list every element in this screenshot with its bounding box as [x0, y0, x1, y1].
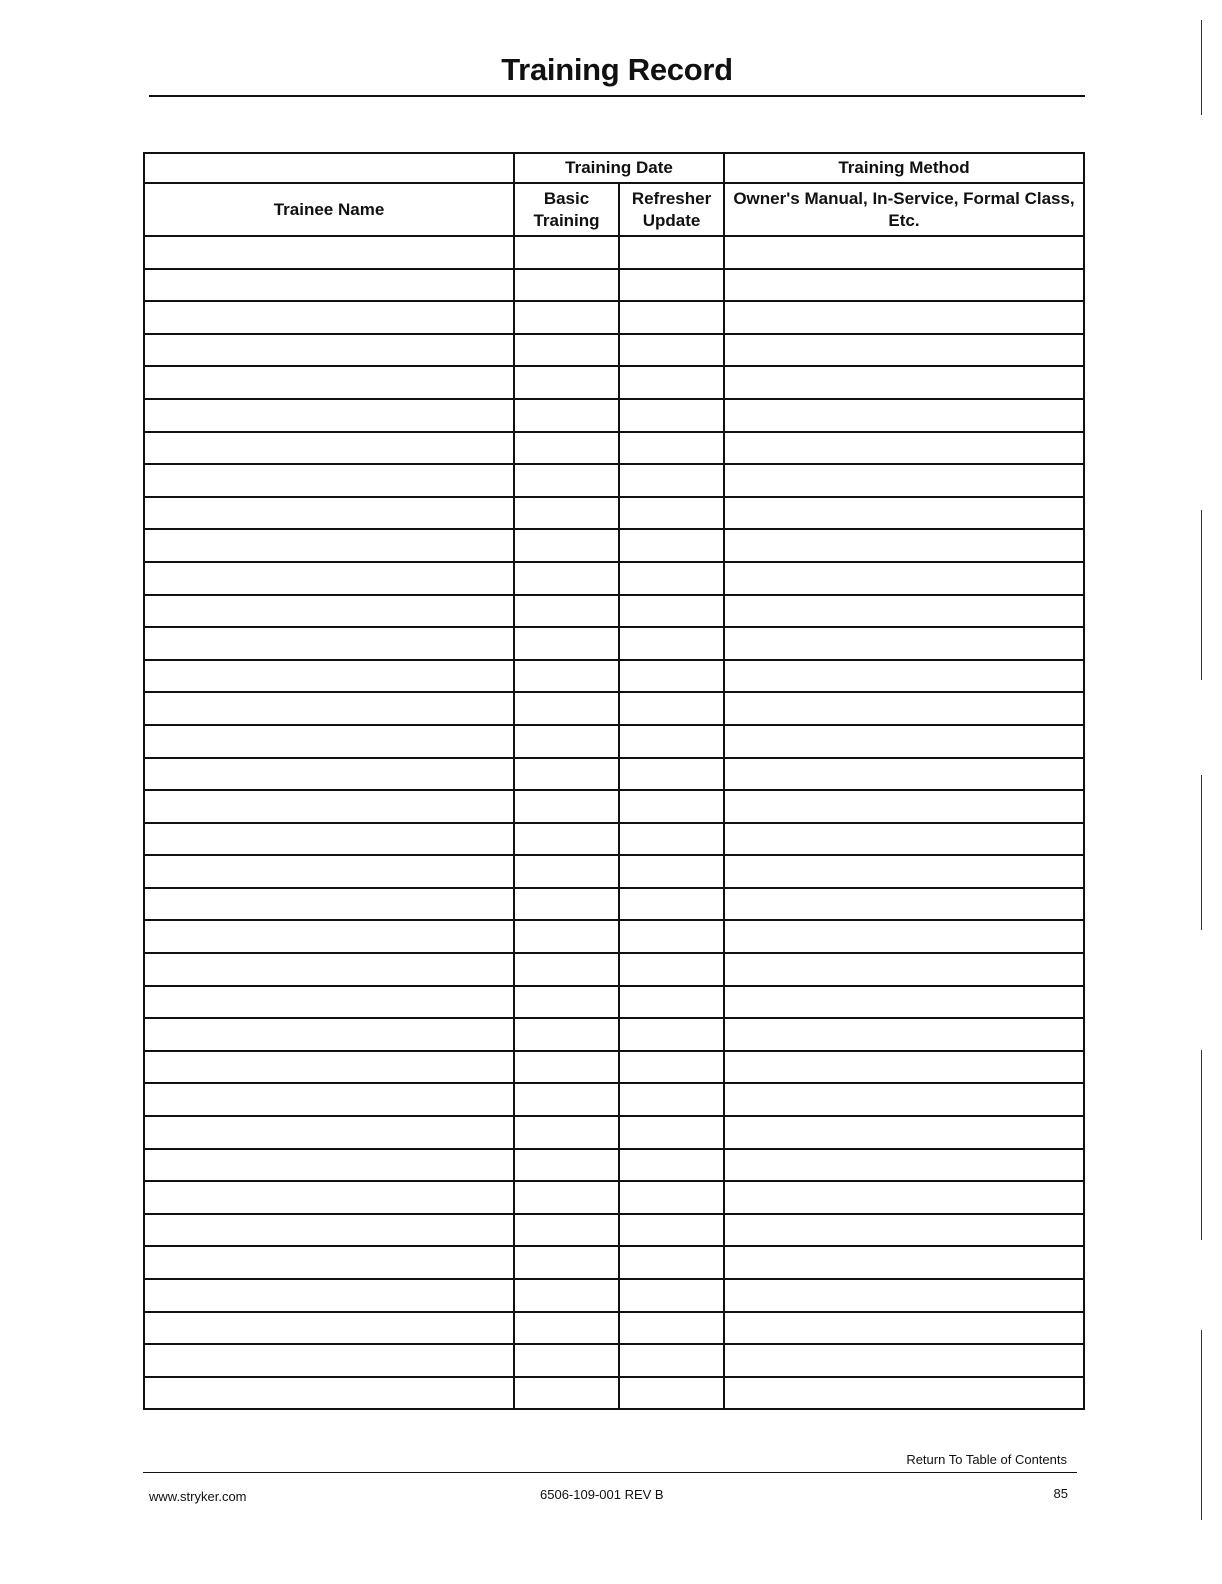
basic-training-cell[interactable]: [514, 692, 619, 725]
basic-training-cell[interactable]: [514, 1246, 619, 1279]
training-method-cell[interactable]: [724, 399, 1084, 432]
trainee-name-cell[interactable]: [144, 1149, 514, 1182]
training-method-cell[interactable]: [724, 1246, 1084, 1279]
refresher-update-cell[interactable]: [619, 953, 724, 986]
basic-training-cell[interactable]: [514, 888, 619, 921]
trainee-name-header: Trainee Name: [144, 183, 514, 236]
trainee-name-cell[interactable]: [144, 236, 514, 269]
trainee-name-cell[interactable]: [144, 432, 514, 465]
basic-training-cell[interactable]: [514, 660, 619, 693]
basic-training-cell[interactable]: [514, 920, 619, 953]
basic-training-cell[interactable]: [514, 497, 619, 530]
table-row: [144, 595, 1084, 628]
table-row: [144, 790, 1084, 823]
table-row: [144, 432, 1084, 465]
table-row: [144, 758, 1084, 791]
table-body: [144, 236, 1084, 1409]
trainee-name-cell[interactable]: [144, 464, 514, 497]
table-row: [144, 1083, 1084, 1116]
basic-training-cell[interactable]: [514, 1344, 619, 1377]
refresher-update-cell[interactable]: [619, 1181, 724, 1214]
table-row: [144, 823, 1084, 856]
training-method-cell[interactable]: [724, 758, 1084, 791]
trainee-name-cell[interactable]: [144, 986, 514, 1019]
training-method-cell[interactable]: [724, 1279, 1084, 1312]
refresher-update-cell[interactable]: [619, 529, 724, 562]
refresher-update-cell[interactable]: [619, 497, 724, 530]
footer-website: www.stryker.com: [149, 1489, 247, 1504]
refresher-update-cell[interactable]: [619, 790, 724, 823]
table-row: [144, 366, 1084, 399]
table-row: [144, 269, 1084, 302]
training-method-cell[interactable]: [724, 627, 1084, 660]
basic-training-cell[interactable]: [514, 855, 619, 888]
trainee-name-cell[interactable]: [144, 1377, 514, 1410]
scan-edge-mark: [1201, 20, 1202, 115]
page-title: Training Record: [501, 52, 733, 87]
scan-edge-mark: [1201, 1330, 1202, 1520]
refresher-update-cell[interactable]: [619, 269, 724, 302]
table-row: [144, 399, 1084, 432]
trainee-name-cell[interactable]: [144, 790, 514, 823]
refresher-update-cell[interactable]: [619, 366, 724, 399]
trainee-name-cell[interactable]: [144, 334, 514, 367]
footer-divider: [143, 1472, 1077, 1473]
basic-training-cell[interactable]: [514, 236, 619, 269]
basic-training-cell[interactable]: [514, 1051, 619, 1084]
table-column-header-row: [144, 183, 1084, 236]
refresher-update-cell[interactable]: [619, 855, 724, 888]
training-method-cell[interactable]: [724, 920, 1084, 953]
refresher-update-header: Refresher Update: [619, 183, 724, 236]
training-method-cell[interactable]: [724, 464, 1084, 497]
table-row: [144, 855, 1084, 888]
table-row: [144, 1377, 1084, 1410]
refresher-update-cell[interactable]: [619, 1116, 724, 1149]
refresher-update-cell[interactable]: [619, 432, 724, 465]
training-method-cell[interactable]: [724, 595, 1084, 628]
basic-training-cell[interactable]: [514, 562, 619, 595]
training-method-cell[interactable]: [724, 855, 1084, 888]
table-row: [144, 1116, 1084, 1149]
trainee-name-cell[interactable]: [144, 920, 514, 953]
basic-training-cell[interactable]: [514, 725, 619, 758]
training-method-cell[interactable]: [724, 1377, 1084, 1410]
table-row: [144, 920, 1084, 953]
trainee-name-cell[interactable]: [144, 953, 514, 986]
refresher-update-cell[interactable]: [619, 562, 724, 595]
blank-header-cell: [144, 153, 514, 183]
table-row: [144, 953, 1084, 986]
training-method-cell[interactable]: [724, 790, 1084, 823]
basic-training-cell[interactable]: [514, 464, 619, 497]
trainee-name-cell[interactable]: [144, 692, 514, 725]
training-method-cell[interactable]: [724, 432, 1084, 465]
training-method-cell[interactable]: [724, 334, 1084, 367]
refresher-update-cell[interactable]: [619, 725, 724, 758]
table-row: [144, 692, 1084, 725]
method-examples-header: Owner's Manual, In-Service, Formal Class, Etc.: [724, 183, 1084, 236]
training-method-cell[interactable]: [724, 497, 1084, 530]
trainee-name-cell[interactable]: [144, 1116, 514, 1149]
refresher-update-cell[interactable]: [619, 236, 724, 269]
trainee-name-cell[interactable]: [144, 529, 514, 562]
training-method-cell[interactable]: [724, 660, 1084, 693]
trainee-name-cell[interactable]: [144, 1051, 514, 1084]
basic-training-cell[interactable]: [514, 529, 619, 562]
scan-edge-mark: [1201, 1050, 1202, 1240]
trainee-name-cell[interactable]: [144, 1312, 514, 1345]
training-method-header: Training Method: [724, 153, 1084, 183]
basic-training-cell[interactable]: [514, 1116, 619, 1149]
basic-training-cell[interactable]: [514, 334, 619, 367]
table-row: [144, 1181, 1084, 1214]
table-row: [144, 1149, 1084, 1182]
table-row: [144, 1246, 1084, 1279]
training-method-cell[interactable]: [724, 1149, 1084, 1182]
basic-training-cell[interactable]: [514, 1018, 619, 1051]
basic-training-cell[interactable]: [514, 1279, 619, 1312]
trainee-name-cell[interactable]: [144, 366, 514, 399]
table-row: [144, 725, 1084, 758]
table-row: [144, 1312, 1084, 1345]
refresher-update-cell[interactable]: [619, 1279, 724, 1312]
trainee-name-cell[interactable]: [144, 888, 514, 921]
refresher-update-cell[interactable]: [619, 823, 724, 856]
trainee-name-cell[interactable]: [144, 269, 514, 302]
training-method-cell[interactable]: [724, 236, 1084, 269]
refresher-update-cell[interactable]: [619, 301, 724, 334]
basic-training-cell[interactable]: [514, 953, 619, 986]
basic-training-cell[interactable]: [514, 1312, 619, 1345]
refresher-update-cell[interactable]: [619, 888, 724, 921]
trainee-name-cell[interactable]: [144, 627, 514, 660]
refresher-update-cell[interactable]: [619, 1214, 724, 1247]
scan-edge-mark: [1201, 510, 1202, 680]
table-row: [144, 888, 1084, 921]
trainee-name-cell[interactable]: [144, 301, 514, 334]
trainee-name-cell[interactable]: [144, 399, 514, 432]
refresher-update-cell[interactable]: [619, 399, 724, 432]
training-date-header: Training Date: [514, 153, 724, 183]
table-row: [144, 497, 1084, 530]
trainee-name-cell[interactable]: [144, 1279, 514, 1312]
training-method-cell[interactable]: [724, 562, 1084, 595]
refresher-update-cell[interactable]: [619, 660, 724, 693]
trainee-name-cell[interactable]: [144, 725, 514, 758]
title-divider: [149, 95, 1085, 97]
basic-training-cell[interactable]: [514, 823, 619, 856]
training-method-cell[interactable]: [724, 366, 1084, 399]
refresher-update-cell[interactable]: [619, 1149, 724, 1182]
training-method-cell[interactable]: [724, 953, 1084, 986]
trainee-name-cell[interactable]: [144, 497, 514, 530]
table-row: [144, 1279, 1084, 1312]
basic-training-cell[interactable]: [514, 1083, 619, 1116]
training-method-cell[interactable]: [724, 269, 1084, 302]
trainee-name-cell[interactable]: [144, 823, 514, 856]
table-row: [144, 660, 1084, 693]
trainee-name-cell[interactable]: [144, 1344, 514, 1377]
footer-document-number: 6506-109-001 REV B: [540, 1487, 664, 1502]
basic-training-cell[interactable]: [514, 399, 619, 432]
training-method-cell[interactable]: [724, 692, 1084, 725]
training-method-cell[interactable]: [724, 823, 1084, 856]
refresher-update-cell[interactable]: [619, 758, 724, 791]
table-row: [144, 464, 1084, 497]
refresher-update-cell[interactable]: [619, 464, 724, 497]
table-row: [144, 1344, 1084, 1377]
basic-training-cell[interactable]: [514, 595, 619, 628]
training-method-cell[interactable]: [724, 1116, 1084, 1149]
scan-edge-mark: [1201, 775, 1202, 930]
training-method-cell[interactable]: [724, 1051, 1084, 1084]
refresher-update-cell[interactable]: [619, 1018, 724, 1051]
refresher-update-cell[interactable]: [619, 692, 724, 725]
training-method-cell[interactable]: [724, 888, 1084, 921]
basic-training-cell[interactable]: [514, 758, 619, 791]
table-row: [144, 1214, 1084, 1247]
refresher-update-cell[interactable]: [619, 986, 724, 1019]
basic-training-cell[interactable]: [514, 627, 619, 660]
basic-training-cell[interactable]: [514, 1214, 619, 1247]
training-method-cell[interactable]: [724, 725, 1084, 758]
trainee-name-cell[interactable]: [144, 855, 514, 888]
refresher-update-cell[interactable]: [619, 1051, 724, 1084]
basic-training-cell[interactable]: [514, 432, 619, 465]
refresher-update-cell[interactable]: [619, 1246, 724, 1279]
refresher-update-cell[interactable]: [619, 334, 724, 367]
trainee-name-cell[interactable]: [144, 595, 514, 628]
training-method-cell[interactable]: [724, 1018, 1084, 1051]
table-row: [144, 334, 1084, 367]
training-method-cell[interactable]: [724, 986, 1084, 1019]
table-group-header-row: [144, 153, 1084, 183]
training-method-cell[interactable]: [724, 1083, 1084, 1116]
refresher-update-cell[interactable]: [619, 920, 724, 953]
basic-training-cell[interactable]: [514, 790, 619, 823]
return-to-toc-link[interactable]: Return To Table of Contents: [906, 1452, 1067, 1467]
table-row: [144, 986, 1084, 1019]
basic-training-cell[interactable]: [514, 301, 619, 334]
training-method-cell[interactable]: [724, 301, 1084, 334]
basic-training-cell[interactable]: [514, 366, 619, 399]
table-row: [144, 301, 1084, 334]
refresher-update-cell[interactable]: [619, 1377, 724, 1410]
table-row: [144, 529, 1084, 562]
basic-training-cell[interactable]: [514, 986, 619, 1019]
trainee-name-cell[interactable]: [144, 660, 514, 693]
table-row: [144, 562, 1084, 595]
table-row: [144, 1018, 1084, 1051]
trainee-name-cell[interactable]: [144, 1246, 514, 1279]
training-method-cell[interactable]: [724, 1312, 1084, 1345]
table-row: [144, 236, 1084, 269]
refresher-update-cell[interactable]: [619, 1083, 724, 1116]
basic-training-cell[interactable]: [514, 1181, 619, 1214]
trainee-name-cell[interactable]: [144, 1214, 514, 1247]
trainee-name-cell[interactable]: [144, 1018, 514, 1051]
refresher-update-cell[interactable]: [619, 1312, 724, 1345]
training-method-cell[interactable]: [724, 529, 1084, 562]
page-number: 85: [1053, 1486, 1068, 1501]
training-method-cell[interactable]: [724, 1181, 1084, 1214]
refresher-update-cell[interactable]: [619, 627, 724, 660]
trainee-name-cell[interactable]: [144, 562, 514, 595]
training-record-table: [143, 152, 1085, 1410]
refresher-update-cell[interactable]: [619, 1344, 724, 1377]
basic-training-cell[interactable]: [514, 1377, 619, 1410]
basic-training-cell[interactable]: [514, 269, 619, 302]
training-method-cell[interactable]: [724, 1344, 1084, 1377]
table-row: [144, 1051, 1084, 1084]
trainee-name-cell[interactable]: [144, 1083, 514, 1116]
trainee-name-cell[interactable]: [144, 758, 514, 791]
basic-training-cell[interactable]: [514, 1149, 619, 1182]
basic-training-header: Basic Training: [514, 183, 619, 236]
table-row: [144, 627, 1084, 660]
refresher-update-cell[interactable]: [619, 595, 724, 628]
trainee-name-cell[interactable]: [144, 1181, 514, 1214]
training-method-cell[interactable]: [724, 1214, 1084, 1247]
